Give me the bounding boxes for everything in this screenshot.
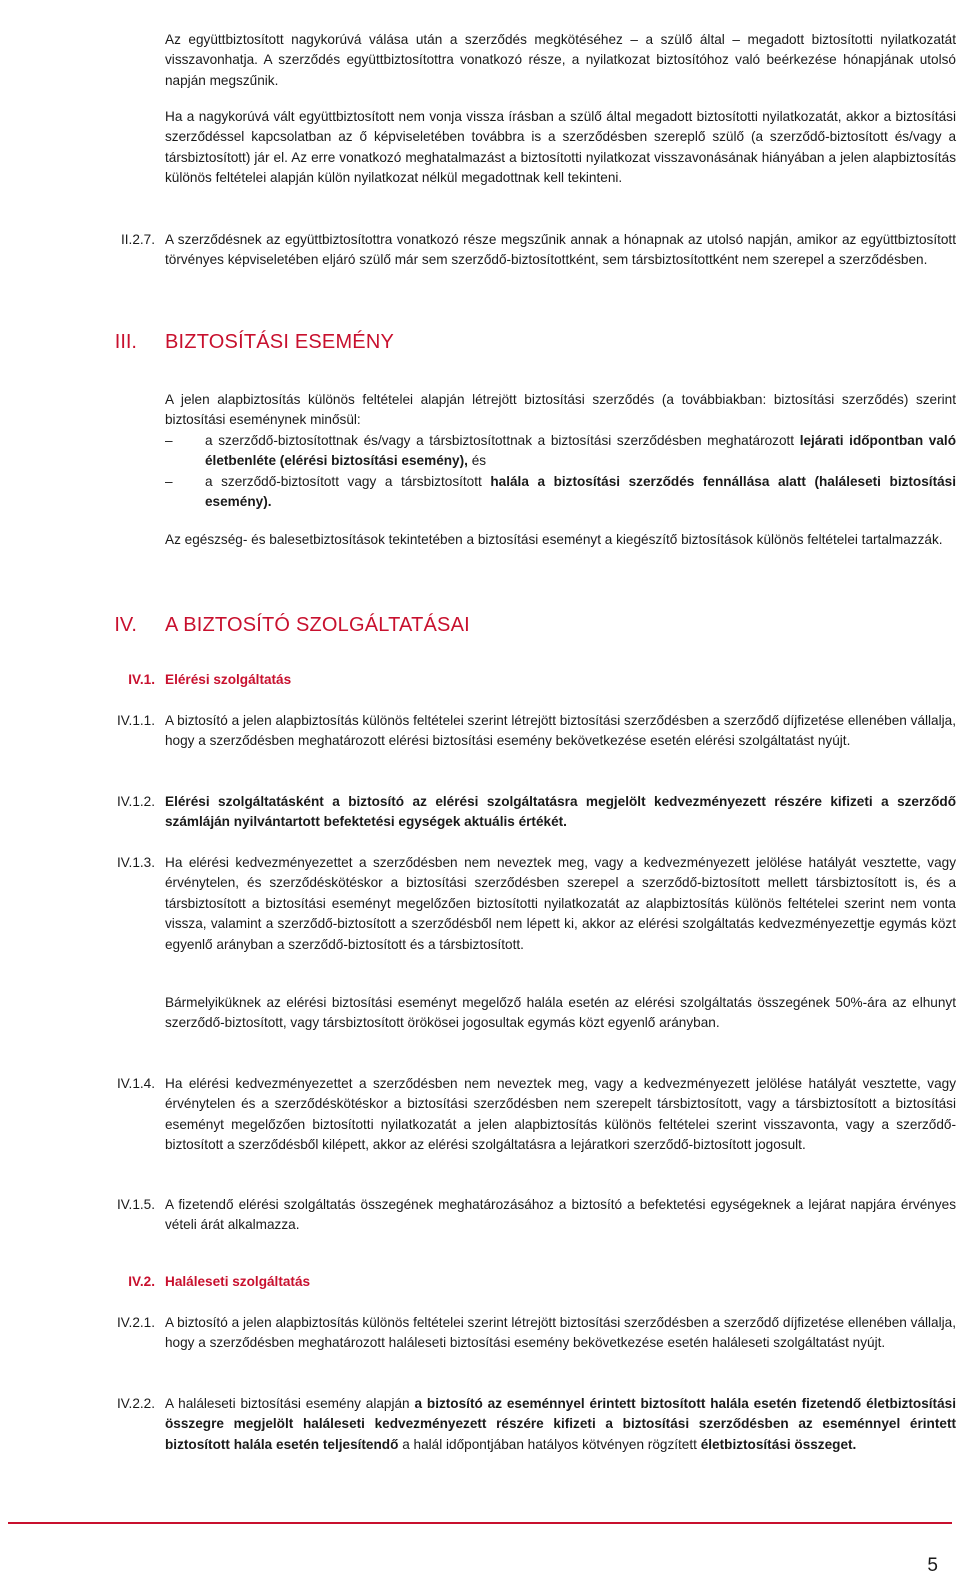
paragraph-text: A szerződésnek az együttbiztosítottra vonatkozó része megszűnik annak a hónapnak az utolsó napján, amikor az együttbiztosított törvényes képviseletében eljáró szülő már sem szerződő-biztosítottként, sem társbiztosítottként nem szerepel a szerződésben. xyxy=(165,232,956,268)
subsection-title: Elérési szolgáltatás xyxy=(165,672,292,687)
list-item xyxy=(165,472,956,513)
clause-iv12-text xyxy=(165,792,956,833)
clause-iv22-text xyxy=(165,1394,956,1455)
list-item-text: és xyxy=(471,453,487,469)
paragraph-text: A fizetendő elérési szolgáltatás összegének meghatározásához a biztosító a befektetési egységeknek a lejárat napjára érvényes vételi árát alkalmazza. xyxy=(165,1197,956,1233)
list-item-bold-text: lejárati időpontban való életbenléte (elérési biztosítási esemény), xyxy=(205,432,956,469)
section-iii-closing xyxy=(165,530,956,550)
clause-number: II.2.7. xyxy=(120,232,155,247)
section-number: IV. xyxy=(114,614,137,636)
text-run: a halál időpontjában hatályos kötvényen rögzített xyxy=(402,1436,697,1452)
clause-iv13-continuation xyxy=(165,993,956,1034)
bold-text: életbiztosítási összeget. xyxy=(700,1436,857,1452)
list-item-text: a szerződő-biztosítottnak és/vagy a társbiztosítottnak a biztosítási szerződésben meghatározott xyxy=(205,432,795,448)
clause-number: IV.1.5. xyxy=(116,1197,155,1212)
clause-iv15-text xyxy=(165,1195,956,1236)
footer-divider xyxy=(8,1522,952,1524)
paragraph-text: Ha elérési kedvezményezettet a szerződésben nem neveztek meg, vagy a kedvezményezett jelölése hatályát vesztette, vagy érvénytelen és a szerződéskötéskor a biztosítási szerződésben nem szerepelt társbiztosított, vagy a társbiztosított a biztosítási eseményt megelőzően biztosítotti nyilatkozatát a jelen alapbiztosítás különös feltételei szerint visszavonta, vagy a szerződő-biztosított a szerződésből kilépett, akkor az elérési szolgáltatásra a lejáratkori szerződő-biztosított jogosult. xyxy=(165,1076,956,1153)
dash-bullet: – xyxy=(165,473,173,489)
paragraph-text: A biztosító a jelen alapbiztosítás különös feltételei szerint létrejött biztosítási szerződésben a szerződő díjfizetése ellenében vállalja, hogy a szerződésben meghatározott haláleseti biztosítási esemény bekövetkezése esetén haláleseti szolgáltatást nyújt. xyxy=(165,1315,956,1351)
clause-number: IV.1.4. xyxy=(116,1076,155,1091)
clause-number: IV.1.2. xyxy=(116,794,155,809)
clause-iv11-text xyxy=(165,711,956,752)
clause-number: IV.1.3. xyxy=(116,855,155,870)
clause-ii27-text xyxy=(165,230,956,271)
subsection-number: IV.1. xyxy=(128,672,155,687)
clause-number: IV.2.2. xyxy=(116,1396,155,1411)
page-number: 5 xyxy=(927,1555,938,1576)
clause-number: IV.1.1. xyxy=(116,713,155,728)
section-title: BIZTOSÍTÁSI ESEMÉNY xyxy=(165,331,395,353)
paragraph-revocation xyxy=(165,30,956,91)
clause-iv14-text xyxy=(165,1074,956,1156)
paragraph-representation xyxy=(165,107,956,189)
paragraph-text: A biztosító a jelen alapbiztosítás különös feltételei szerint létrejött biztosítási szerződésben a szerződő díjfizetése ellenében vállalja, hogy a szerződésben meghatározott elérési biztosítási esemény bekövetkezése esetén elérési szolgáltatást nyújt. xyxy=(165,713,956,749)
paragraph-text: Az együttbiztosított nagykorúvá válása után a szerződés megkötéséhez – a szülő által – megadott biztosítotti nyilatkozatát visszavonhatja. A szerződés együttbiztosítottra vonatkozó része, a nyilatkozat biztosítóhoz való beérkezése hónapjának utolsó napján megszűnik. xyxy=(165,32,956,88)
subsection-title: Haláleseti szolgáltatás xyxy=(165,1274,311,1289)
list-item-text: a szerződő-biztosított vagy a társbiztosított xyxy=(205,473,482,489)
paragraph-text: Elérési szolgáltatásként a biztosító az elérési szolgáltatásra megjelölt kedvezményezett részére kifizeti a szerződő számláján nyilvántartott befektetési egységek aktuális értékét. xyxy=(165,794,956,830)
clause-iv21-text xyxy=(165,1313,956,1354)
bold-text: a biztosító az eseménnyel érintett biztosított halála esetén fizetendő életbiztosítási összegre megjelölt haláleseti kedvezményezett részére kifizeti a biztosítási szerződésben az eseménnyel érintett biztosított halála esetén teljesítendő xyxy=(165,1396,956,1452)
list-item xyxy=(165,431,956,472)
subsection-number: IV.2. xyxy=(128,1274,155,1289)
paragraph-text: Az egészség- és balesetbiztosítások tekintetében a biztosítási eseményt a kiegészítő biztosítások különös feltételei tartalmazzák. xyxy=(165,532,943,547)
text-run: A haláleseti biztosítási esemény alapján xyxy=(165,1396,410,1411)
dash-bullet: – xyxy=(165,432,173,448)
paragraph-text: Ha elérési kedvezményezettet a szerződésben nem neveztek meg, vagy a kedvezményezett jelölése hatályát vesztette, vagy érvénytelen, és szerződéskötéskor a biztosítási szerződésben szerepel a szerződő-biztosított mellett társbiztosított is, és a társbiztosított a biztosítási eseményt megelőzően biztosítotti nyilatkozatát az alapbiztosítás különös feltételei szerint nem vonta vissza, valamint a szerződő-biztosított a szerződésből nem lépett ki, akkor az elérési szolgáltatás kedvezményezettje egymás közt egyenlő arányban a szerződő-biztosított és a társbiztosított. xyxy=(165,855,956,952)
section-iii-body xyxy=(165,390,956,512)
section-number: III. xyxy=(114,331,137,353)
paragraph-text xyxy=(165,1394,956,1455)
list-item-bold-text: halála a biztosítási szerződés fennállása alatt (haláleseti biztosítási esemény). xyxy=(205,473,956,510)
paragraph-text: Ha a nagykorúvá vált együttbiztosított nem vonja vissza írásban a szülő által megadott biztosítotti nyilatkozatát, akkor a biztosítási szerződéssel kapcsolatban az ő képviseletében továbbra is a szerződésben szereplő szülő (a szerződő-biztosított és/vagy a társbiztosított) jár el. Az erre vonatkozó meghatalmazást a biztosítotti nyilatkozat visszavonásának hiányában a jelen alapbiztosítás különös feltételei alapján külön nyilatkozat nélkül megadottnak kell tekinteni. xyxy=(165,109,956,186)
paragraph-text: Bármelyiküknek az elérési biztosítási eseményt megelőző halála esetén az elérési szolgáltatás összegének 50%-ára az elhunyt szerződő-biztosított, vagy társbiztosított örökösei jogosultak egymás közt egyenlő arányban. xyxy=(165,995,956,1031)
section-intro: A jelen alapbiztosítás különös feltételei alapján létrejött biztosítási szerződés (a továbbiakban: biztosítási szerződés) szerint biztosítási eseménynek minősül: xyxy=(165,392,956,428)
clause-iv13-text xyxy=(165,853,956,955)
section-title: A BIZTOSÍTÓ SZOLGÁLTATÁSAI xyxy=(165,614,470,636)
clause-number: IV.2.1. xyxy=(116,1315,155,1330)
